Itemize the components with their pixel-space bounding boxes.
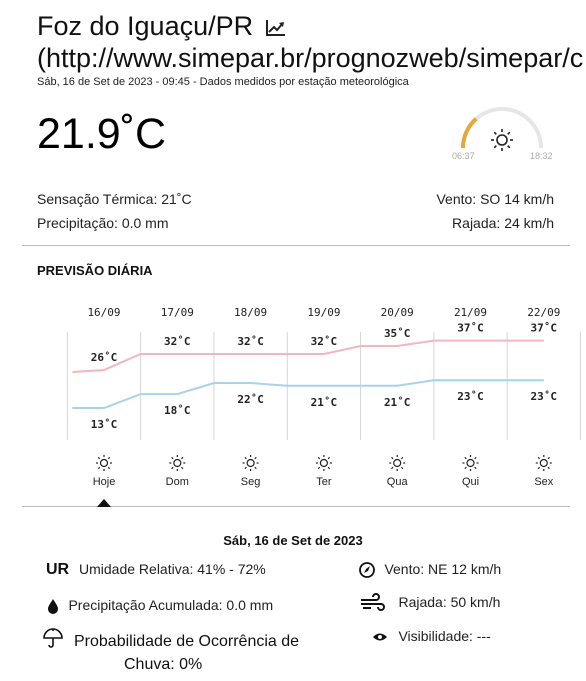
visibility-row <box>372 628 491 646</box>
visibility-label: Visibilidade: --- <box>398 628 491 644</box>
forecast-date: 18/09 <box>234 306 268 319</box>
rain-prob-line2: Chuva: 0% <box>124 656 203 673</box>
forecast-day-label[interactable]: Hoje <box>92 476 116 488</box>
min-temp-label: 22˚C <box>237 393 264 406</box>
min-temp-label: 23˚C <box>457 390 484 404</box>
forecast-day-label[interactable]: Qua <box>386 476 408 488</box>
forecast-date: 16/09 <box>87 306 121 319</box>
measurement-meta: Sáb, 16 de Set de 2023 - 09:45 - Dados medidos por estação meteorológica <box>37 76 409 88</box>
wind-gust-icon <box>360 594 386 612</box>
feels-like: Sensação Térmica: 21˚C <box>37 191 192 207</box>
sunset-time: 18:32 <box>530 151 553 161</box>
precip-row <box>44 597 273 615</box>
day-sun-icon <box>389 455 405 471</box>
detail-date: Sáb, 16 de Set de 2023 <box>223 533 363 548</box>
day-sun-icon <box>169 455 185 471</box>
forecast-carousel[interactable] <box>0 296 561 516</box>
forecast-date: 20/09 <box>380 306 414 319</box>
forecast-section-title: PREVISÃO DIÁRIA <box>37 263 153 278</box>
max-temp-label: 32˚C <box>237 335 264 348</box>
detail-wind-label: Vento: NE 12 km/h <box>384 561 502 578</box>
sun-arc-track <box>463 109 541 148</box>
day-sun-icon <box>536 455 552 471</box>
divider <box>22 245 570 246</box>
forecast-day-label[interactable]: Dom <box>165 476 189 488</box>
day-sun-icon <box>243 455 259 471</box>
forecast-day-label[interactable]: Ter <box>316 476 332 488</box>
source-url[interactable]: (http://www.simepar.br/prognozweb/simepar/c <box>37 43 584 73</box>
drop-icon <box>44 597 62 615</box>
max-temp-label: 26˚C <box>90 351 118 364</box>
detail-gust-label: Rajada: 50 km/h <box>398 594 501 611</box>
sun-icon <box>491 129 513 151</box>
forecast-date: 21/09 <box>453 306 488 319</box>
min-temp-label: 13˚C <box>90 418 118 431</box>
selected-day-indicator <box>97 499 111 507</box>
min-temp-label: 18˚C <box>164 404 191 418</box>
gust: Rajada: 24 km/h <box>452 215 554 231</box>
sunrise-time: 06:37 <box>452 151 475 161</box>
detail-wind-row <box>358 561 501 579</box>
day-sun-icon <box>316 455 332 471</box>
forecast-day-label[interactable]: Sex <box>534 476 554 488</box>
humidity-row <box>46 561 266 579</box>
humidity-icon: UR <box>46 561 70 578</box>
forecast-date: 19/09 <box>307 306 341 319</box>
max-temp-label: 37˚C <box>530 321 558 335</box>
sun-arc-progress <box>463 119 476 148</box>
precip-label: Precipitação Acumulada: 0.0 mm <box>68 597 274 614</box>
forecast-chart <box>0 296 561 516</box>
max-temp-label: 32˚C <box>164 335 191 348</box>
wind: Vento: SO 14 km/h <box>436 191 554 207</box>
forecast-date: 22/09 <box>527 306 561 319</box>
humidity-label: Umidade Relativa: 41% - 72% <box>79 561 266 577</box>
forecast-date: 17/09 <box>160 306 194 319</box>
day-sun-icon <box>463 455 479 471</box>
max-temp-label: 35˚C <box>383 327 411 340</box>
max-temp-line <box>72 341 543 372</box>
max-temp-label: 32˚C <box>310 335 338 348</box>
forecast-day-label[interactable]: Qui <box>461 476 480 488</box>
day-sun-icon <box>96 455 112 471</box>
chart-trend-icon[interactable] <box>266 19 286 37</box>
umbrella-icon <box>42 627 64 649</box>
location-title <box>37 10 286 42</box>
compass-icon <box>358 561 376 579</box>
current-temperature: 21.9˚C <box>37 110 167 158</box>
min-temp-label: 21˚C <box>310 395 338 409</box>
location-name: Foz do Iguaçu/PR <box>37 11 254 41</box>
rain-prob-line1: Probabilidade de Ocorrência de <box>74 633 300 650</box>
eye-icon <box>372 631 388 643</box>
forecast-day-label[interactable]: Seg <box>240 476 261 488</box>
precipitation: Precipitação: 0.0 mm <box>37 215 169 231</box>
min-temp-label: 23˚C <box>530 390 558 404</box>
max-temp-label: 37˚C <box>457 321 484 335</box>
detail-gust-row <box>360 594 500 612</box>
min-temp-label: 21˚C <box>383 395 411 409</box>
